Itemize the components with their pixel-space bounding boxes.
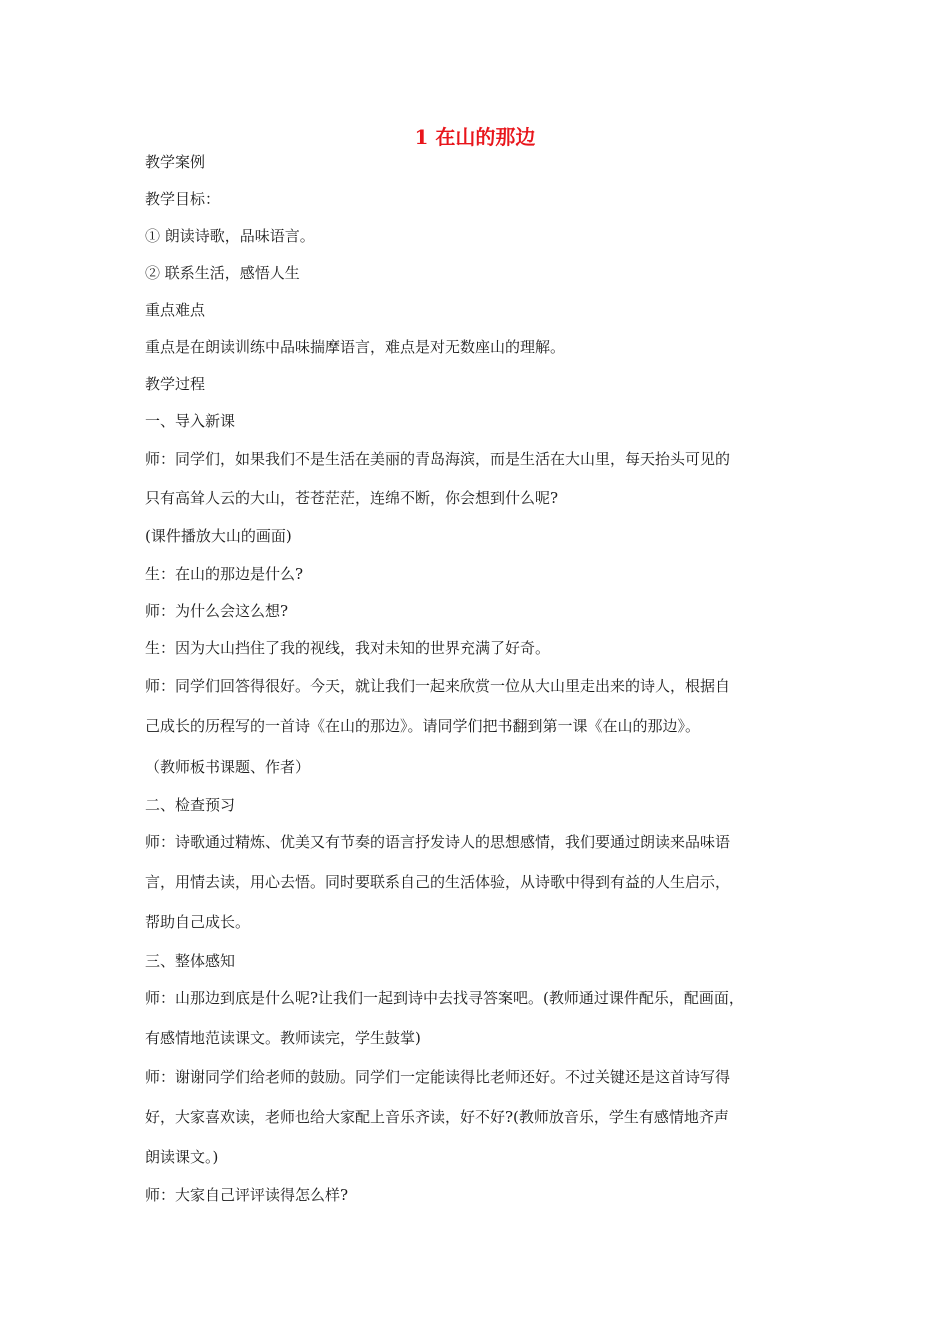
paragraph-line: 师：同学们，如果我们不是生活在美丽的青岛海滨，而是生活在大山里，每天抬头可见的 — [145, 450, 731, 468]
paragraph-line: 重点是在朗读训练中品味揣摩语言，难点是对无数座山的理解。 — [145, 338, 566, 356]
section-heading-2: 二、检查预习 — [145, 796, 236, 814]
paragraph-line: 生：在山的那边是什么? — [145, 565, 304, 583]
paragraph-line: 好，大家喜欢读，老师也给大家配上音乐齐读，好不好?(教师放音乐，学生有感情地齐声 — [145, 1108, 729, 1126]
paragraph-line: 师：为什么会这么想? — [145, 602, 289, 620]
section-label-objectives: 教学目标： — [145, 190, 221, 208]
section-label-key-points: 重点难点 — [145, 301, 206, 319]
objective-item-1: ① 朗读诗歌，品味语言。 — [145, 227, 315, 245]
paragraph-line: 师：大家自己评评读得怎么样? — [145, 1186, 349, 1204]
paragraph-line: 朗读课文。) — [145, 1148, 219, 1166]
paragraph-line: 己成长的历程写的一首诗《在山的那边》。请同学们把书翻到第一课《在山的那边》。 — [145, 717, 701, 735]
section-heading-3: 三、整体感知 — [145, 952, 236, 970]
paragraph-line: 师：谢谢同学们给老师的鼓励。同学们一定能读得比老师还好。不过关键还是这首诗写得 — [145, 1068, 731, 1086]
paragraph-line: 师：诗歌通过精炼、优美又有节奏的语言抒发诗人的思想感情，我们要通过朗读来品味语 — [145, 833, 731, 851]
paragraph-line: (课件播放大山的画面) — [145, 527, 292, 545]
paragraph-line: 师：同学们回答得很好。今天，就让我们一起来欣赏一位从大山里走出来的诗人，根据自 — [145, 677, 731, 695]
section-label-case: 教学案例 — [145, 153, 206, 171]
paragraph-line: 只有高耸人云的大山，苍苍茫茫，连绵不断，你会想到什么呢? — [145, 489, 559, 507]
paragraph-line: （教师板书课题、作者） — [145, 758, 311, 776]
section-heading-1: 一、导入新课 — [145, 412, 236, 430]
paragraph-line: 帮助自己成长。 — [145, 913, 251, 931]
section-label-process: 教学过程 — [145, 375, 206, 393]
paragraph-line: 生：因为大山挡住了我的视线，我对未知的世界充满了好奇。 — [145, 639, 551, 657]
document-title: 1 在山的那边 — [414, 125, 536, 149]
paragraph-line: 言，用情去读，用心去悟。同时要联系自己的生活体验，从诗歌中得到有益的人生启示， — [145, 873, 731, 891]
objective-item-2: ② 联系生活，感悟人生 — [145, 264, 300, 282]
paragraph-line: 有感情地范读课文。教师读完，学生鼓掌) — [145, 1029, 421, 1047]
paragraph-line: 师：山那边到底是什么呢?让我们一起到诗中去找寻答案吧。(教师通过课件配乐，配画面， — [145, 989, 744, 1007]
